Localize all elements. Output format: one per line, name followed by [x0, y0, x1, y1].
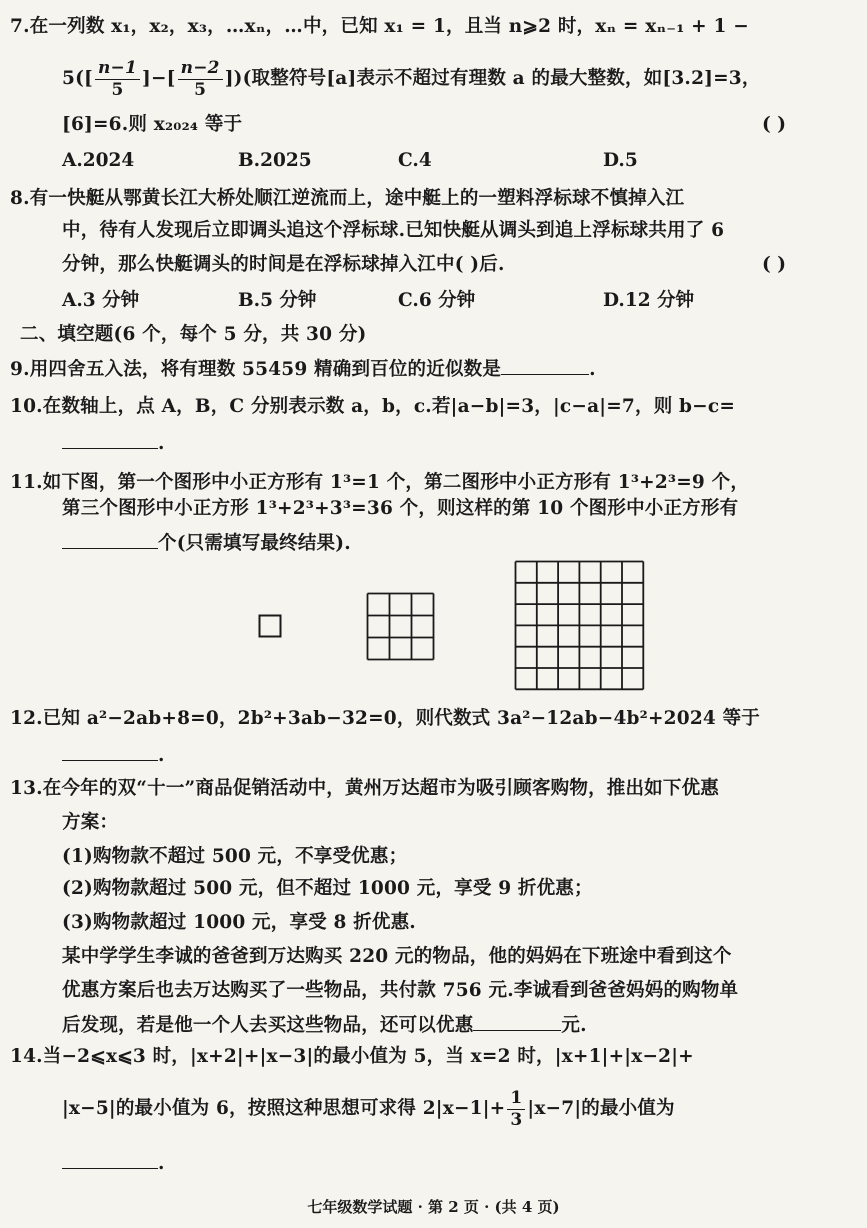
q8-option-a: A.3 分钟: [62, 290, 140, 311]
q8-line2: 中，待有人发现后立即调头追这个浮标球.已知快艇从调头到追上浮标球共用了 6: [62, 220, 725, 241]
q12-answer-blank[interactable]: [62, 742, 158, 761]
q7-option-d: D.5: [603, 150, 638, 171]
q7-frac2: [178, 57, 223, 100]
q8-answer-paren: ( ): [762, 254, 786, 275]
q7-option-b: B.2025: [238, 150, 312, 171]
q7-line2: [62, 52, 761, 106]
q11-line3: [62, 530, 351, 557]
page-footer: 七年级数学试题 · 第 2 页 · (共 4 页): [307, 1198, 560, 1216]
q11-answer-blank[interactable]: [62, 530, 158, 549]
q13-line3: (1)购物款不超过 500 元，不享受优惠；: [62, 846, 408, 867]
q14-line1: 14.当−2⩽x⩽3 时，|x+2|+|x−3|的最小值为 5，当 x=2 时，|x+1|+|x−2|+: [10, 1046, 694, 1067]
q14-frac: [507, 1087, 525, 1130]
q7-frac1-num: n−1: [95, 60, 140, 80]
q7-mid: ]−[: [142, 68, 176, 89]
section-title-fill-in: 二、填空题(6 个，每个 5 分，共 30 分): [20, 324, 367, 345]
q7-frac1: [95, 57, 140, 100]
figure-2-3x3-grid: [366, 592, 436, 662]
q14-line2-prefix: |x−5|的最小值为 6，按照这种思想可求得 2|x−1|+: [62, 1098, 506, 1119]
q14-line2: [62, 1082, 675, 1136]
q10-line1: 10.在数轴上，点 A，B，C 分别表示数 a，b，c.若|a−b|=3，|c−a|=7，则 b−c=: [10, 396, 736, 417]
q13-line1: 13.在今年的双“十一”商品促销活动中，黄州万达超市为吸引顾客购物，推出如下优惠: [10, 778, 719, 799]
q8-option-d: D.12 分钟: [603, 290, 695, 311]
q12-end: .: [158, 745, 165, 766]
q13-answer-blank[interactable]: [473, 1012, 561, 1031]
q13-line8: [62, 1012, 587, 1039]
q10-end: .: [158, 433, 165, 454]
q8-line1: 8.有一快艇从鄂黄长江大桥处顺江逆流而上，途中艇上的一塑料浮标球不慎掉入江: [10, 188, 685, 209]
figure-1-single-square: [258, 614, 284, 640]
q7-line2-suffix: ])(取整符号[a]表示不超过有理数 a 的最大整数，如[3.2]=3，: [224, 68, 761, 89]
q9-answer-blank[interactable]: [501, 356, 589, 375]
q11-line3-suffix: 个(只需填写最终结果).: [158, 533, 351, 554]
q8-option-b: B.5 分钟: [238, 290, 317, 311]
q7-line2-prefix: 5([: [62, 68, 93, 89]
q7-option-a: A.2024: [62, 150, 135, 171]
q9-line: 9.用四舍五入法，将有理数 55459 精确到百位的近似数是 .: [10, 356, 596, 383]
q13-line8-prefix: 后发现，若是他一个人去买这些物品，还可以优惠: [62, 1015, 474, 1036]
q14-answer-blank[interactable]: [62, 1150, 158, 1169]
q12-line2: [62, 742, 165, 769]
q7-line3: [6]=6.则 x₂₀₂₄ 等于: [62, 114, 243, 135]
figure-3-6x6-grid: [514, 560, 646, 694]
q13-line7: 优惠方案后也去万达购买了一些物品，共付款 756 元.李诚看到爸爸妈妈的购物单: [62, 980, 739, 1001]
q13-line4: (2)购物款超过 500 元，但不超过 1000 元，享受 9 折优惠；: [62, 878, 593, 899]
q7-line1: 7.在一列数 x₁，x₂，x₃，…xₙ，…中，已知 x₁ = 1，且当 n⩾2 时，xₙ = xₙ₋₁ + 1 −: [10, 16, 749, 37]
q12-line1: 12.已知 a²−2ab+8=0，2b²+3ab−32=0，则代数式 3a²−12ab−4b²+2024 等于: [10, 708, 760, 729]
q11-line2: 第三个图形中小正方形 1³+2³+3³=36 个，则这样的第 10 个图形中小正方形有: [62, 498, 739, 519]
q7-frac2-num: n−2: [178, 60, 223, 80]
q14-line3: [62, 1150, 165, 1177]
q13-line6: 某中学学生李诚的爸爸到万达购买 220 元的物品，他的妈妈在下班途中看到这个: [62, 946, 732, 967]
q7-frac1-den: 5: [111, 79, 124, 100]
q13-line2: 方案：: [62, 812, 119, 833]
q11-line1: 11.如下图，第一个图形中小正方形有 1³=1 个，第二图形中小正方形有 1³+2³=9 个，: [10, 472, 750, 493]
q8-option-c: C.6 分钟: [398, 290, 476, 311]
q7-option-c: C.4: [398, 150, 432, 171]
q13-line5: (3)购物款超过 1000 元，享受 8 折优惠.: [62, 912, 416, 933]
q8-line3: 分钟，那么快艇调头的时间是在浮标球掉入江中( )后.: [62, 254, 505, 275]
q10-answer-blank[interactable]: [62, 430, 158, 449]
q14-frac-num: 1: [507, 1090, 525, 1110]
q9-text: 9.用四舍五入法，将有理数 55459 精确到百位的近似数是: [10, 359, 502, 380]
q13-line8-suffix: 元.: [561, 1015, 587, 1036]
q7-frac2-den: 5: [194, 79, 207, 100]
q14-frac-den: 3: [510, 1109, 523, 1130]
q10-line2: [62, 430, 165, 457]
q7-answer-paren: ( ): [762, 114, 786, 135]
q14-end: .: [158, 1153, 165, 1174]
q14-line2-suffix: |x−7|的最小值为: [527, 1098, 675, 1119]
